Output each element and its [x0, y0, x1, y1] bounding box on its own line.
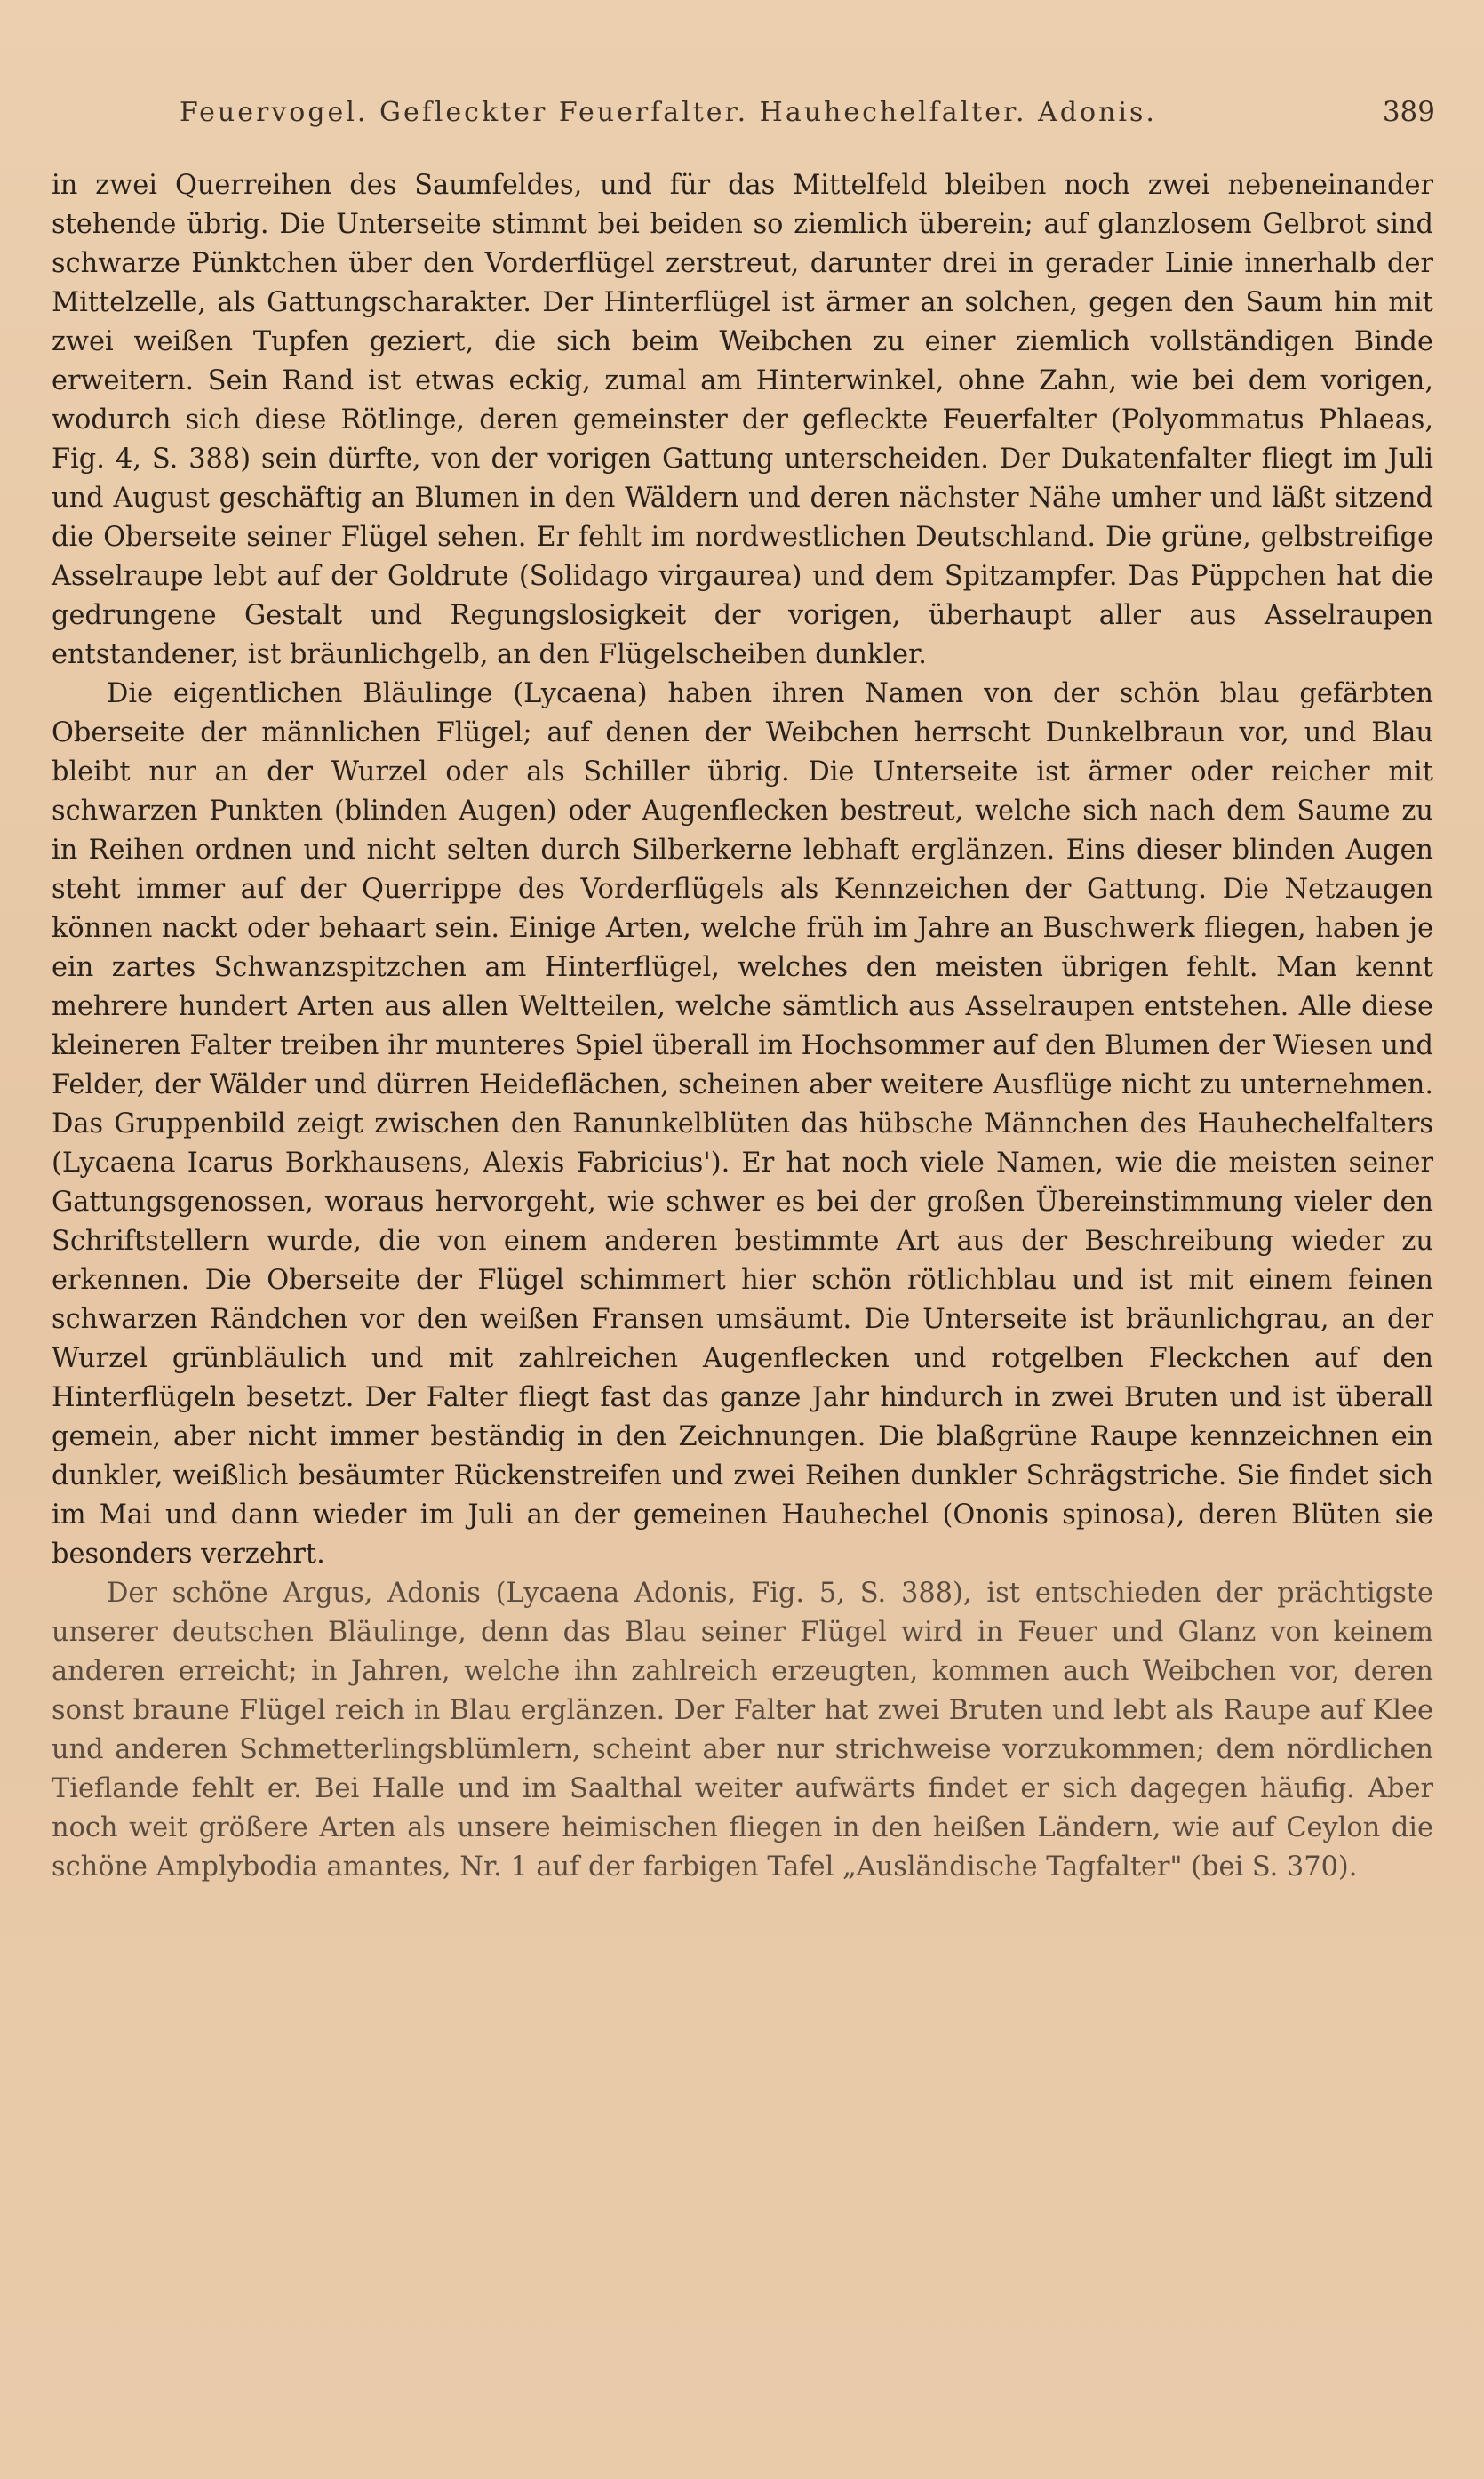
paragraph: Der schöne Argus, Adonis (Lycaena Adonis, Fig. 5, S. 388), ist entschieden der prächtigste unserer deutschen Bläulinge, denn das Blau seiner Flügel wird in Feuer und Glanz von keinem anderen erreicht; in Jahren, welche ihn zahlreich erzeugten, kommen auch Weibchen vor, deren sonst braune Flügel reich in Blau erglänzen. Der Falter hat zwei Bruten und lebt als Raupe auf Klee und anderen Schmetterlingsblümlern, scheint aber nur strichweise vorzukommen; dem nördlichen Tieflande fehlt er. Bei Halle und im Saalthal weiter aufwärts findet er sich dagegen häufig. Aber noch weit größere Arten als unsere heimischen fliegen in den heißen Ländern, wie auf Ceylon die schöne Amplybodia amantes, Nr. 1 auf der farbigen Tafel „Ausländische Tagfalter" (bei S. 370). [52, 1578, 1433, 1883]
paragraph: in zwei Querreihen des Saumfeldes, und für das Mittelfeld bleiben noch zwei nebeneinander stehende übrig. Die Unterseite stimmt bei beiden so ziemlich überein; auf glanzlosem Gelbrot sind schwarze Pünktchen über den Vorderflügel zerstreut, darunter drei in gerader Linie innerhalb der Mittelzelle, als Gattungscharakter. Der Hinterflügel ist ärmer an solchen, gegen den Saum hin mit zwei weißen Tupfen geziert, die sich beim Weibchen zu einer ziemlich vollständigen Binde erweitern. Sein Rand ist etwas eckig, zumal am Hinterwinkel, ohne Zahn, wie bei dem vorigen, wodurch sich diese Rötlinge, deren gemeinster der gefleckte Feuerfalter (Polyommatus Phlaeas, Fig. 4, S. 388) sein dürfte, von der vorigen Gattung unterscheiden. Der Dukatenfalter fliegt im Juli und August geschäftig an Blumen in den Wäldern und deren nächster Nähe umher und läßt sitzend die Oberseite seiner Flügel sehen. Er fehlt im nordwestlichen Deutschland. Die grüne, gelbstreifige Asselraupe lebt auf der Goldrute (Solidago virgaurea) und dem Spitzampfer. Das Püppchen hat die gedrungene Gestalt und Regungslosigkeit der vorigen, überhaupt aller aus Asselraupen entstandener, ist bräunlichgelb, an den Flügelscheiben dunkler. [52, 170, 1433, 670]
running-title: Feuervogel. Gefleckter Feuerfalter. Hauhechelfalter. Adonis. [180, 97, 1157, 128]
page-header [180, 96, 1435, 139]
body-text [52, 166, 1433, 1887]
paragraph: Die eigentlichen Bläulinge (Lycaena) haben ihren Namen von der schön blau gefärbten Oberseite der männlichen Flügel; auf denen der Weibchen herrscht Dunkelbraun vor, und Blau bleibt nur an der Wurzel oder als Schiller übrig. Die Unterseite ist ärmer oder reicher mit schwarzen Punkten (blinden Augen) oder Augenflecken bestreut, welche sich nach dem Saume zu in Reihen ordnen und nicht selten durch Silberkerne lebhaft erglänzen. Eins dieser blinden Augen steht immer auf der Querrippe des Vorderflügels als Kennzeichen der Gattung. Die Netzaugen können nackt oder behaart sein. Einige Arten, welche früh im Jahre an Buschwerk fliegen, haben je ein zartes Schwanzspitzchen am Hinterflügel, welches den meisten übrigen fehlt. Man kennt mehrere hundert Arten aus allen Weltteilen, welche sämtlich aus Asselraupen entstehen. Alle diese kleineren Falter treiben ihr munteres Spiel überall im Hochsommer auf den Blumen der Wiesen und Felder, der Wälder und dürren Heideflächen, scheinen aber weitere Ausflüge nicht zu unternehmen. Das Gruppenbild zeigt zwischen den Ranunkelblüten das hübsche Männchen des Hauhechelfalters (Lycaena Icarus Borkhausens, Alexis Fabricius'). Er hat noch viele Namen, wie die meisten seiner Gattungsgenossen, woraus hervorgeht, wie schwer es bei der großen Übereinstimmung vieler den Schriftstellern wurde, die von einem anderen bestimmte Art aus der Beschreibung wieder zu erkennen. Die Oberseite der Flügel schimmert hier schön rötlichblau und ist mit einem feinen schwarzen Rändchen vor den weißen Fransen umsäumt. Die Unterseite ist bräunlichgrau, an der Wurzel grünbläulich und mit zahlreichen Augenflecken und rotgelben Fleckchen auf den Hinterflügeln besetzt. Der Falter fliegt fast das ganze Jahr hindurch in zwei Bruten und ist überall gemein, aber nicht immer beständig in den Zeichnungen. Die blaßgrüne Raupe kennzeichnen ein dunkler, weißlich besäumter Rückenstreifen und zwei Reihen dunkler Schrägstriche. Sie findet sich im Mai und dann wieder im Juli an der gemeinen Hauhechel (Ononis spinosa), deren Blüten sie besonders verzehrt. [52, 678, 1433, 1570]
page-number: 389 [1382, 96, 1435, 128]
